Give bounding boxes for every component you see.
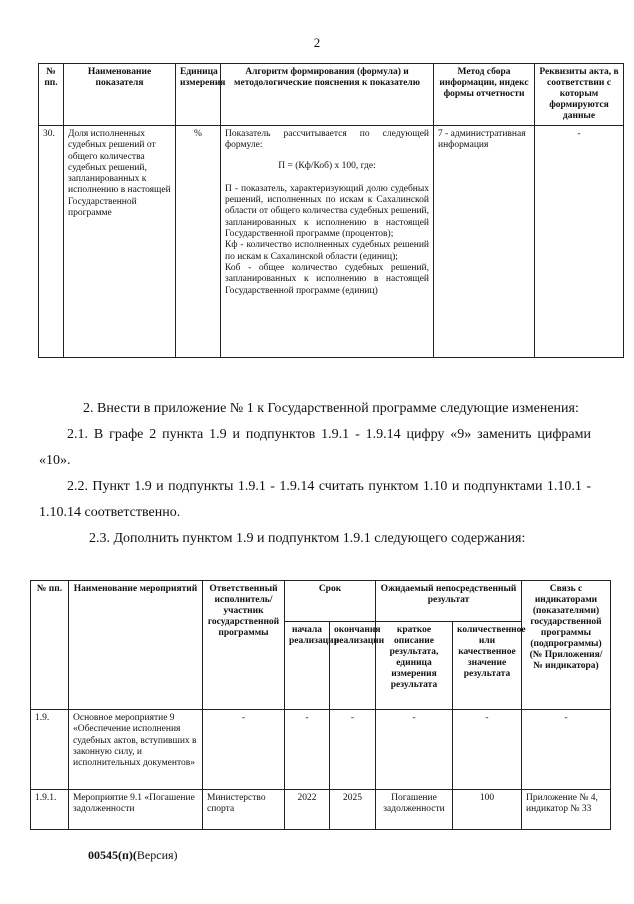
header-term-start: начала реализации [285,622,330,710]
header-requisites: Реквизиты акта, в соответствии с которым формируются данные [535,64,624,126]
algorithm-kf-def: Кф - количество исполненных судебных решений по искам к Сахалинской области (единиц); [225,240,429,262]
row-name: Доля исполненных судебных решений от общего количества судебных решений, запланированных к исполнению в настоящей Государственной программе [64,126,176,358]
paragraph-2-1: 2.1. В графе 2 пункта 1.9 и подпунктов 1.9.1 - 1.9.14 цифру «9» заменить цифрами «10». [39,427,591,468]
indicator-table [38,63,624,358]
row-short: Погашение задолженности [376,790,453,830]
row-name: Мероприятие 9.1 «Погашение задолженности [69,790,203,830]
header-algorithm: Алгоритм формирования (формула) и методологические пояснения к показателю [221,64,434,126]
row-start: 2022 [285,790,330,830]
row-qty: 100 [453,790,522,830]
header-link: Связь с индикаторами (показателями) государственной программы (подпрограммы) (№ Приложения/№ индикатора) [522,581,611,710]
row-num: 1.9.1. [31,790,69,830]
row-end: 2025 [330,790,376,830]
table-row [39,126,624,358]
row-requisites: - [535,126,624,358]
paragraph-2-3: 2.3. Дополнить пунктом 1.9 и подпунктом 1.9.1 следующего содержания: [89,531,526,546]
row-link: Приложение № 4, индикатор № 33 [522,790,611,830]
header-name: Наименование показателя [64,64,176,126]
paragraph-2: 2. Внести в приложение № 1 к Государственной программе следующие изменения: [83,401,579,416]
body-text [39,396,591,552]
table-header-row [31,581,611,622]
row-link: - [522,710,611,790]
header-unit: Единица измерения [176,64,221,126]
row-end: - [330,710,376,790]
header-expected: Ожидаемый непосредственный результат [376,581,522,622]
row-name: Основное мероприятие 9 «Обеспечение исполнения судебных актов, вступивших в законную силу, и исполнительных документов» [69,710,203,790]
row-num: 1.9. [31,710,69,790]
row-responsible: Министерство спорта [203,790,285,830]
document-version: Версия) [136,848,178,862]
header-name: Наименование мероприятий [69,581,203,710]
row-short: - [376,710,453,790]
header-method: Метод сбора информации, индекс формы отчетности [434,64,535,126]
document-footer [88,848,178,863]
measures-table [30,580,611,830]
page-number: 2 [313,35,321,50]
row-algorithm [221,126,434,358]
header-responsible: Ответственный исполнитель/участник государственной программы [203,581,285,710]
algorithm-p-def: П - показатель, характеризующий долю судебных решений, исполненных по искам к Сахалинской области от общего количества судебных решений, запланированных к исполнению в настоящей Государственной программе (процентов); [225,183,429,240]
algorithm-formula: П = (Кф/Коб) х 100, где: [278,160,376,171]
header-term-end: окончания реализации [330,622,376,710]
header-expected-qty: количественное или качественное значение результата [453,622,522,710]
row-responsible: - [203,710,285,790]
header-num: № пп. [31,581,69,710]
table-row [31,710,611,790]
paragraph-2-2: 2.2. Пункт 1.9 и подпункты 1.9.1 - 1.9.14 считать пунктом 1.10 и подпунктами 1.10.1 - 1.10.14 соответственно. [39,479,591,520]
algorithm-kob-def: Коб - общее количество судебных решений, запланированных к исполнению в настоящей Государственной программе (единиц) [225,262,429,296]
table-header-row [39,64,624,126]
table-row [31,790,611,830]
document-code: 00545(п)( [88,848,137,862]
header-term: Срок [285,581,376,622]
row-num: 30. [39,126,64,358]
header-expected-short: краткое описание результата, единица измерения результата [376,622,453,710]
algorithm-intro: Показатель рассчитывается по следующей формуле: [225,129,429,151]
row-unit: % [176,126,221,358]
header-num: № пп. [39,64,64,126]
row-method: 7 - административная информация [434,126,535,358]
row-start: - [285,710,330,790]
row-qty: - [453,710,522,790]
